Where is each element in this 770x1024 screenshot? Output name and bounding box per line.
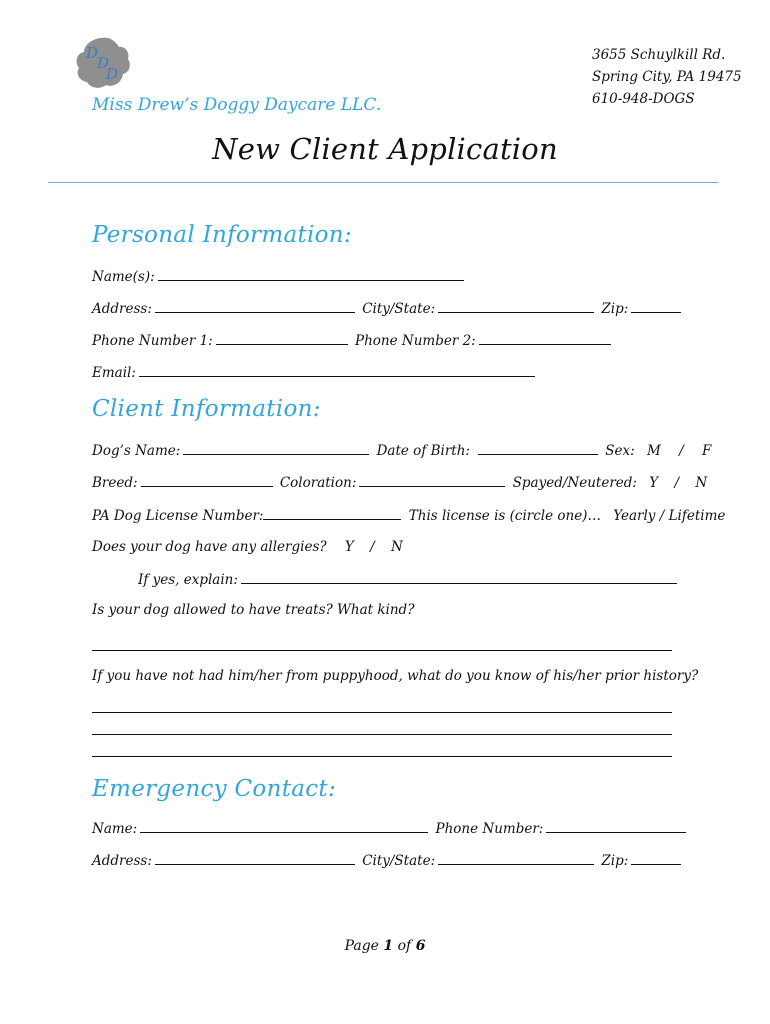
logo-letter-3: D bbox=[106, 65, 119, 83]
logo-letter-2: D bbox=[97, 54, 110, 72]
phone1-field[interactable] bbox=[216, 332, 348, 345]
zip-label: Zip: bbox=[601, 301, 629, 317]
allergies-option-yes[interactable]: Y bbox=[344, 539, 354, 555]
sex-separator: / bbox=[679, 443, 684, 459]
address-line-2: Spring City, PA 19475 bbox=[592, 69, 742, 85]
email-row bbox=[92, 364, 538, 381]
phone-row bbox=[92, 332, 614, 349]
logo-letter-1: D bbox=[86, 44, 99, 62]
email-label: Email: bbox=[92, 365, 136, 381]
names-row bbox=[92, 268, 467, 285]
page-word: Page bbox=[344, 938, 379, 954]
sex-option-m[interactable]: M bbox=[646, 443, 661, 459]
license-type-label: This license is (circle one)… bbox=[408, 508, 601, 524]
dob-label: Date of Birth: bbox=[376, 443, 470, 459]
emergency-address-label: Address: bbox=[92, 853, 152, 869]
sex-label: Sex: bbox=[605, 443, 635, 459]
page-total: 6 bbox=[415, 938, 426, 954]
names-label: Name(s): bbox=[92, 269, 155, 285]
company-phone: 610-948-DOGS bbox=[592, 91, 695, 107]
coloration-field[interactable] bbox=[359, 474, 505, 487]
emergency-address-row bbox=[92, 852, 684, 869]
spayed-separator: / bbox=[674, 475, 680, 491]
allergies-row bbox=[92, 539, 403, 555]
of-word: of bbox=[397, 938, 412, 954]
paw-logo-icon bbox=[72, 32, 132, 92]
coloration-label: Coloration: bbox=[279, 475, 357, 491]
emergency-zip-field[interactable] bbox=[631, 852, 681, 865]
allergies-option-no[interactable]: N bbox=[390, 539, 403, 555]
emergency-citystate-field[interactable] bbox=[438, 852, 594, 865]
license-field[interactable] bbox=[263, 507, 401, 520]
allergies-separator: / bbox=[370, 539, 375, 555]
explain-row bbox=[138, 571, 680, 588]
treats-label: Is your dog allowed to have treats? What kind? bbox=[92, 602, 415, 618]
explain-label: If yes, explain: bbox=[138, 572, 238, 588]
emergency-name-row bbox=[92, 820, 689, 837]
address-label: Address: bbox=[92, 301, 152, 317]
address-field[interactable] bbox=[155, 300, 355, 313]
company-address bbox=[592, 44, 742, 110]
emergency-heading: Emergency Contact: bbox=[92, 776, 337, 802]
breed-label: Breed: bbox=[92, 475, 138, 491]
phone2-field[interactable] bbox=[479, 332, 611, 345]
email-field[interactable] bbox=[139, 364, 535, 377]
address-row bbox=[92, 300, 684, 317]
title-divider bbox=[48, 182, 718, 183]
dogname-label: Dog’s Name: bbox=[92, 443, 181, 459]
emergency-zip-label: Zip: bbox=[601, 853, 629, 869]
treats-answer-line[interactable] bbox=[92, 650, 672, 651]
personal-info-heading: Personal Information: bbox=[92, 222, 352, 248]
address-line-1: 3655 Schuylkill Rd. bbox=[592, 47, 726, 63]
citystate-label: City/State: bbox=[362, 301, 436, 317]
license-row bbox=[92, 507, 725, 524]
emergency-address-field[interactable] bbox=[155, 852, 355, 865]
spayed-label: Spayed/Neutered: bbox=[512, 475, 637, 491]
history-answer-line[interactable] bbox=[92, 756, 672, 757]
emergency-name-label: Name: bbox=[92, 821, 138, 837]
dog-row bbox=[92, 442, 711, 459]
dogname-field[interactable] bbox=[183, 442, 369, 455]
names-field[interactable] bbox=[158, 268, 464, 281]
allergies-label: Does your dog have any allergies? bbox=[92, 539, 327, 555]
phone2-label: Phone Number 2: bbox=[355, 333, 476, 349]
breed-field[interactable] bbox=[141, 474, 273, 487]
page-current: 1 bbox=[383, 938, 394, 954]
emergency-phone-label: Phone Number: bbox=[435, 821, 544, 837]
history-label: If you have not had him/her from puppyhood, what do you know of his/her prior history? bbox=[92, 668, 699, 684]
explain-field[interactable] bbox=[241, 571, 677, 584]
license-separator: / bbox=[659, 508, 665, 524]
company-name: Miss Drew’s Doggy Daycare LLC. bbox=[92, 95, 382, 115]
history-answer-line[interactable] bbox=[92, 734, 672, 735]
page-number bbox=[0, 938, 770, 954]
emergency-phone-field[interactable] bbox=[546, 820, 686, 833]
citystate-field[interactable] bbox=[438, 300, 594, 313]
sex-option-f[interactable]: F bbox=[701, 443, 712, 459]
phone1-label: Phone Number 1: bbox=[92, 333, 213, 349]
emergency-citystate-label: City/State: bbox=[362, 853, 436, 869]
zip-field[interactable] bbox=[631, 300, 681, 313]
page-title: New Client Application bbox=[212, 132, 558, 166]
breed-row bbox=[92, 474, 707, 491]
license-option-lifetime[interactable]: Lifetime bbox=[668, 508, 726, 524]
license-option-yearly[interactable]: Yearly bbox=[613, 508, 656, 524]
dob-field[interactable] bbox=[478, 442, 598, 455]
client-info-heading: Client Information: bbox=[92, 396, 321, 422]
emergency-name-field[interactable] bbox=[140, 820, 428, 833]
history-answer-line[interactable] bbox=[92, 712, 672, 713]
spayed-option-yes[interactable]: Y bbox=[649, 475, 659, 491]
license-label: PA Dog License Number: bbox=[92, 508, 264, 524]
spayed-option-no[interactable]: N bbox=[695, 475, 708, 491]
